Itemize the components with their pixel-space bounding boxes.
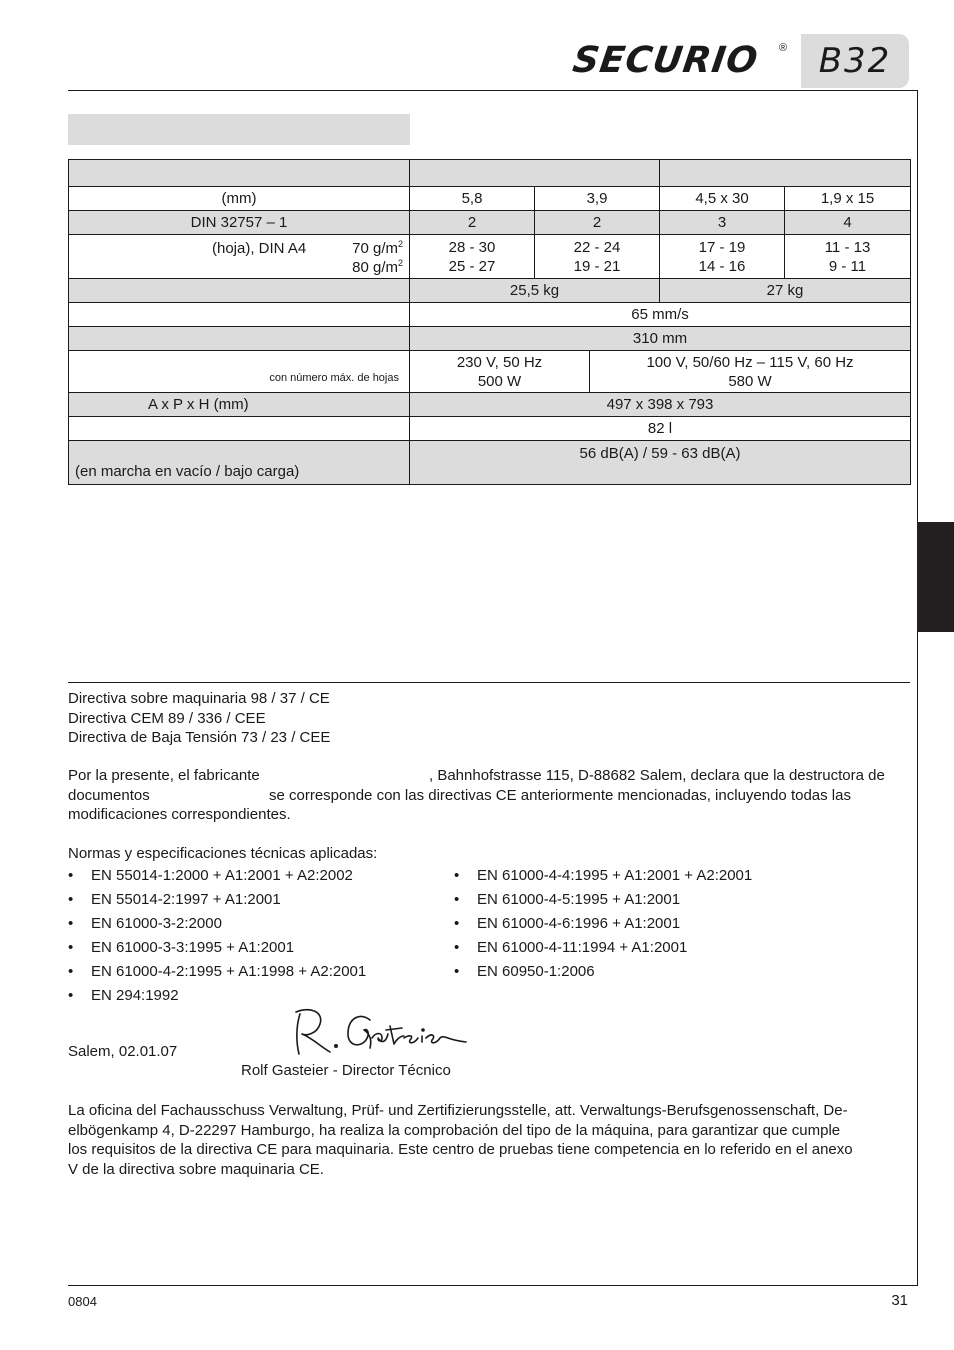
test-center-paragraph xyxy=(68,1101,910,1179)
paragraph-line: elbögenkamp 4, D-22297 Hamburgo, ha realiza la comprobación del tipo de la máquina, para garantizar que cumple xyxy=(68,1121,841,1139)
table-cell: 56 dB(A) / 59 - 63 dB(A) xyxy=(410,441,911,485)
noise-label: (en marcha en vacío / bajo carga) xyxy=(69,441,410,485)
place-date: Salem, 02.01.07 xyxy=(68,1043,178,1060)
list-item: • EN 61000-4-11:1994 + A1:2001 xyxy=(454,936,874,960)
manufacturer-declaration xyxy=(68,766,910,825)
table-cell: 11 - 13 9 - 11 xyxy=(785,235,911,279)
section-heading-bar xyxy=(68,114,410,145)
dimensions-label-cell xyxy=(69,393,410,417)
table-row-cut-width xyxy=(69,187,911,211)
table-cell: 17 - 19 14 - 16 xyxy=(660,235,785,279)
table-row-capacity xyxy=(69,235,911,279)
table-row-power xyxy=(69,351,911,393)
spec-table xyxy=(68,159,911,485)
table-cell: 2 xyxy=(535,211,660,235)
directive-item: Directiva CEM 89 / 336 / CEE xyxy=(68,709,266,727)
table-row-security-level xyxy=(69,211,911,235)
header-cell xyxy=(69,160,410,187)
table-cell xyxy=(69,303,410,327)
table-cell: 65 mm/s xyxy=(410,303,911,327)
header-cell xyxy=(660,160,911,187)
table-cell: 2 xyxy=(410,211,535,235)
capacity-label-cell xyxy=(69,235,410,279)
table-cell: 82 l xyxy=(410,417,911,441)
table-row-weight xyxy=(69,279,911,303)
capacity-label: (hoja), DIN A4 xyxy=(212,240,307,257)
table-cell: 4,5 x 30 xyxy=(660,187,785,211)
footer-rule xyxy=(68,1285,918,1286)
registered-mark: ® xyxy=(779,42,788,54)
paragraph-line: los requisitos de la directiva CE para maquinaria. Este centro de pruebas tiene competencia en lo referido en el anexo xyxy=(68,1141,853,1158)
list-item: • EN 61000-4-5:1995 + A1:2001 xyxy=(454,888,874,912)
list-item: • EN 294:1992 xyxy=(68,984,448,1008)
directive-list xyxy=(68,689,910,748)
dimensions-label: A x P x H (mm) xyxy=(148,396,249,413)
cut-width-label: (mm) xyxy=(69,187,410,211)
declaration-text: documentos xyxy=(68,786,150,804)
declaration-text: , Bahnhofstrasse 115, D-88682 Salem, declara que la destructora de xyxy=(429,767,885,784)
paragraph-line: V de la directiva sobre maquinaria CE. xyxy=(68,1160,324,1178)
power-note: con número máx. de hojas xyxy=(269,372,399,384)
norms-title: Normas y especificaciones técnicas aplicadas: xyxy=(68,845,378,862)
footer-code: 0804 xyxy=(68,1294,97,1309)
table-cell: 1,9 x 15 xyxy=(785,187,911,211)
table-cell: 100 V, 50/60 Hz – 115 V, 60 Hz 580 W xyxy=(590,351,911,393)
list-item: • EN 55014-2:1997 + A1:2001 xyxy=(68,888,448,912)
table-cell: 497 x 398 x 793 xyxy=(410,393,911,417)
list-item: • EN 61000-3-2:2000 xyxy=(68,912,448,936)
header-rule xyxy=(68,90,918,91)
table-cell: 310 mm xyxy=(410,327,911,351)
directive-item: Directiva de Baja Tensión 73 / 23 / CEE xyxy=(68,729,331,746)
table-cell: 3 xyxy=(660,211,785,235)
table-cell xyxy=(69,327,410,351)
section-rule xyxy=(68,682,910,683)
table-cell xyxy=(69,279,410,303)
table-row-dimensions xyxy=(69,393,911,417)
table-cell: 22 - 24 19 - 21 xyxy=(535,235,660,279)
table-cell: 27 kg xyxy=(660,279,911,303)
paragraph-line: La oficina del Fachausschuss Verwaltung, Prüf- und Zertifizierungsstelle, att. Verwaltungs-Berufsgenossenschaft, De- xyxy=(68,1102,848,1119)
power-label-cell xyxy=(69,351,410,393)
header-cell xyxy=(410,160,660,187)
right-margin-rule xyxy=(917,90,918,1286)
declaration-text: Por la presente, el fabricante xyxy=(68,767,260,784)
chapter-tab xyxy=(917,522,954,632)
table-cell: 25,5 kg xyxy=(410,279,660,303)
list-item: • EN 60950-1:2006 xyxy=(454,960,874,984)
signature xyxy=(290,1004,470,1060)
table-cell xyxy=(69,417,410,441)
declaration-text: modificaciones correspondientes. xyxy=(68,806,291,823)
table-row-noise xyxy=(69,441,911,485)
capacity-70-label: 70 $g/m^2$ xyxy=(352,239,403,257)
page-number: 31 xyxy=(891,1292,908,1309)
signatory: Rolf Gasteier - Director Técnico xyxy=(241,1062,451,1079)
table-row-working-width xyxy=(69,327,911,351)
brand-logo: SECURIO xyxy=(570,40,761,81)
directive-item: Directiva sobre maquinaria 98 / 37 / CE xyxy=(68,690,330,707)
list-item: • EN 55014-1:2000 + A1:2001 + A2:2002 xyxy=(68,864,448,888)
declaration-text: se corresponde con las directivas CE anteriormente mencionadas, incluyendo todas las xyxy=(269,786,851,804)
table-cell: 3,9 xyxy=(535,187,660,211)
capacity-80-label: 80 $g/m^2$ xyxy=(352,258,403,276)
norms-list-left xyxy=(68,864,448,1008)
security-level-label: DIN 32757 – 1 xyxy=(69,211,410,235)
list-item: • EN 61000-3-3:1995 + A1:2001 xyxy=(68,936,448,960)
list-item: • EN 61000-4-6:1996 + A1:2001 xyxy=(454,912,874,936)
table-cell: 230 V, 50 Hz 500 W xyxy=(410,351,590,393)
table-row-speed xyxy=(69,303,911,327)
norms-list-right xyxy=(454,864,874,984)
list-item: • EN 61000-4-2:1995 + A1:1998 + A2:2001 xyxy=(68,960,448,984)
model-label: B32 xyxy=(801,34,909,88)
table-row-volume xyxy=(69,417,911,441)
table-cell: 5,8 xyxy=(410,187,535,211)
list-item: • EN 61000-4-4:1995 + A1:2001 + A2:2001 xyxy=(454,864,874,888)
table-header-row xyxy=(69,160,911,187)
table-cell: 28 - 30 25 - 27 xyxy=(410,235,535,279)
table-cell: 4 xyxy=(785,211,911,235)
